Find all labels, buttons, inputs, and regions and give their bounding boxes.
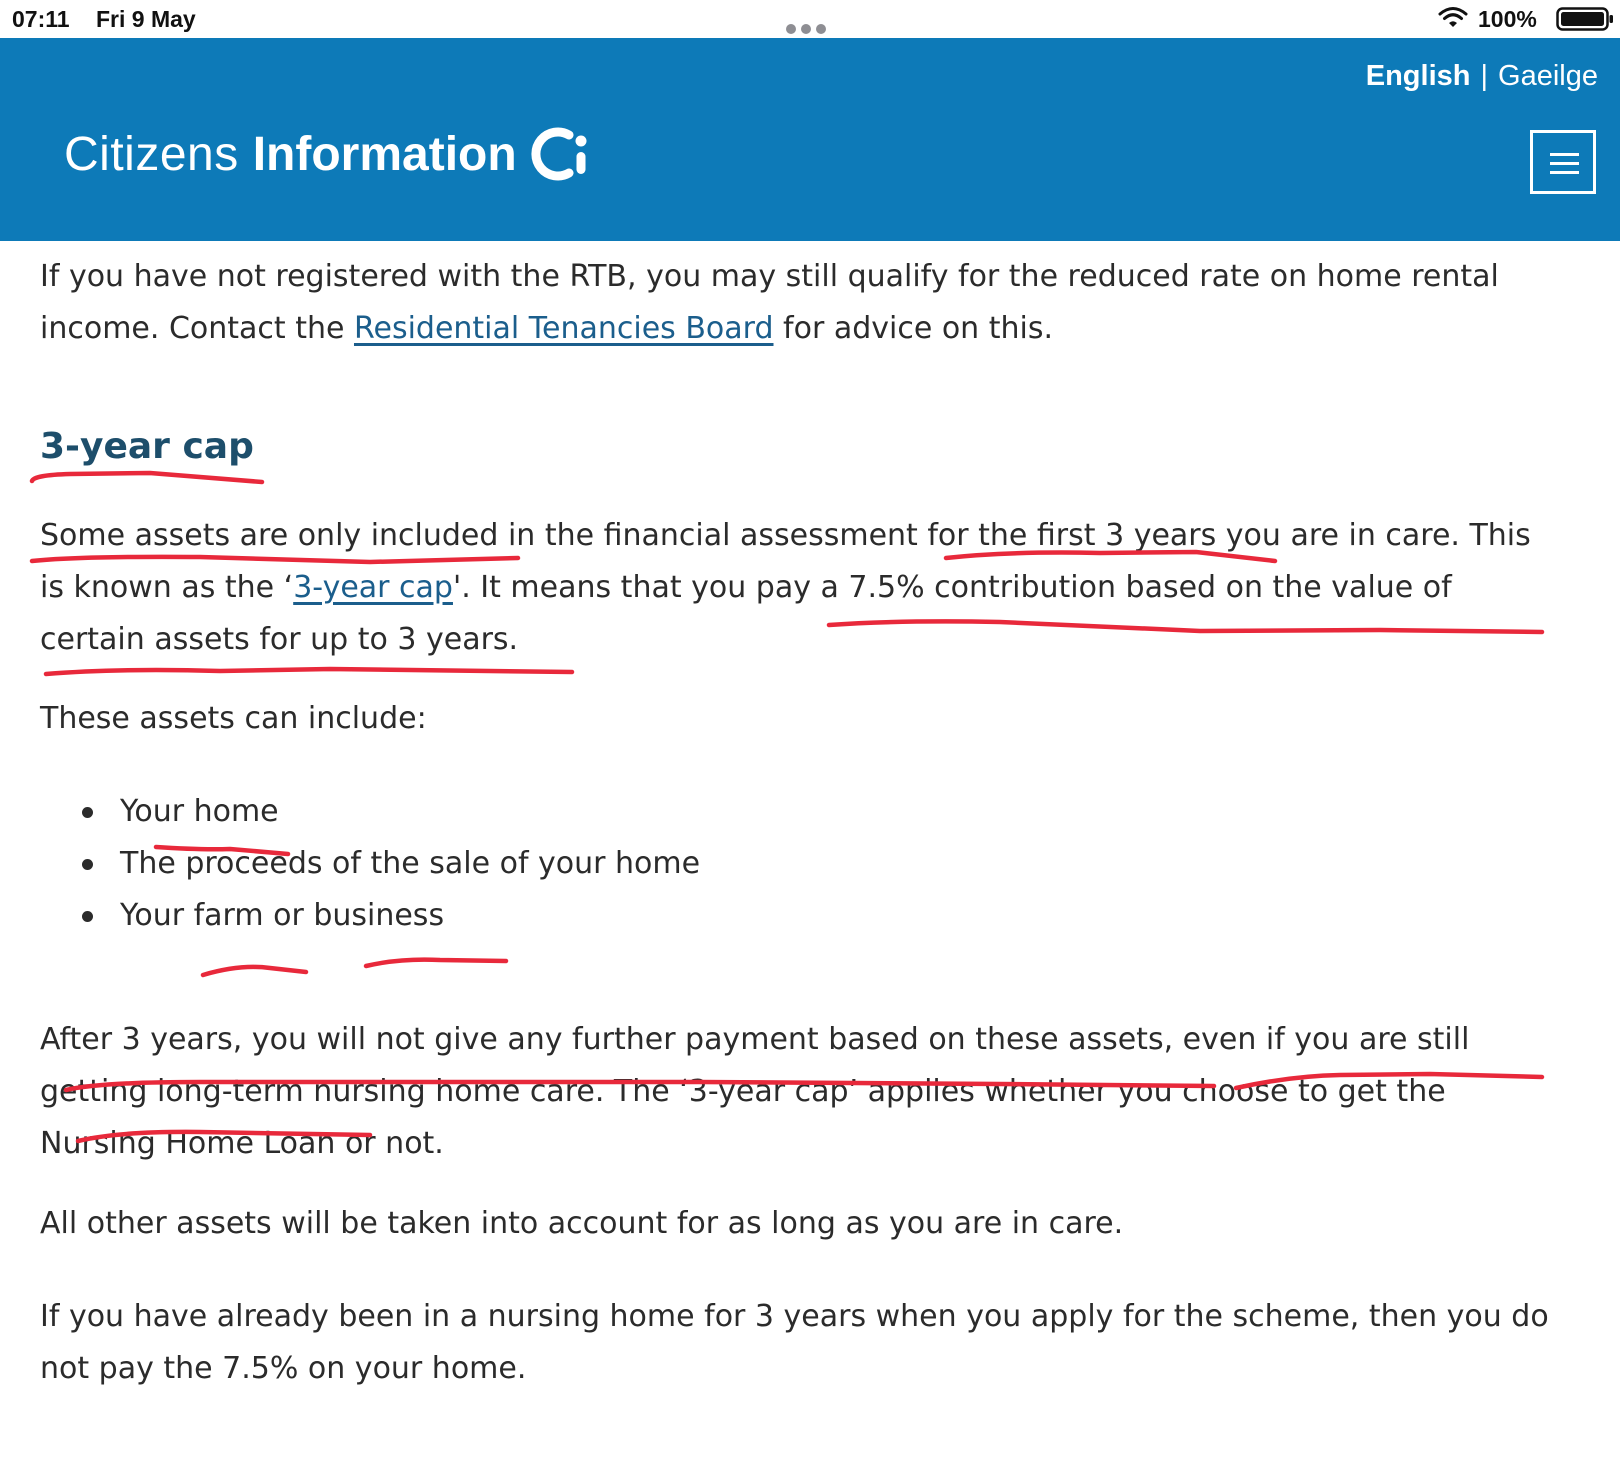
bullet-icon [82, 859, 93, 870]
wifi-icon [1438, 6, 1468, 30]
more-dots-icon[interactable] [786, 13, 834, 25]
assets-list [40, 786, 700, 942]
site-logo[interactable] [64, 114, 591, 194]
section-heading-3-year-cap: 3-year cap [40, 426, 254, 467]
annotation-underline-farm [203, 967, 306, 975]
site-header [0, 38, 1620, 241]
annotation-underline-certain-assets [46, 669, 572, 674]
battery-icon [1556, 6, 1614, 32]
language-gaeilge-link[interactable]: Gaeilge [1498, 60, 1598, 92]
citizens-information-logo-icon [525, 121, 591, 187]
status-date: Fri 9 May [96, 6, 196, 32]
assets-intro: These assets can include: [40, 701, 427, 736]
residential-tenancies-board-link[interactable]: Residential Tenancies Board [353, 311, 774, 346]
bullet-icon [82, 911, 93, 922]
status-time: 07:11 [12, 6, 70, 32]
menu-button[interactable] [1530, 130, 1596, 194]
list-item: Your farm or business [40, 890, 700, 942]
bullet-icon [82, 807, 93, 818]
language-english-link[interactable]: English [1365, 60, 1471, 92]
logo-text-information: Information [252, 127, 517, 181]
3-year-cap-link[interactable]: 3-year cap [293, 570, 453, 605]
battery-percentage: 100% [1478, 6, 1537, 32]
list-item: Your home [40, 786, 700, 838]
already-in-home-paragraph: If you have already been in a nursing home for 3 years when you apply for the scheme, then you do not pay the 7.5% on your home. [40, 1299, 1549, 1386]
hamburger-menu-icon [1550, 153, 1579, 156]
language-switcher [1366, 60, 1598, 93]
other-assets-paragraph: All other assets will be taken into account for as long as you are in care. [40, 1206, 1124, 1241]
status-bar [0, 0, 1620, 38]
language-separator: | [1480, 60, 1489, 92]
rtb-paragraph: If you have not registered with the RTB, you may still qualify for the reduced rate on home rental income. Contact the Residential Tenancies Board for advice on this. [40, 259, 1499, 346]
after-3-years-paragraph: After 3 years, you will not give any further payment based on these assets, even if you are still getting long-term nursing home care. The ‘3-year cap’ applies whether you choose to get the Nursing Home Loan or not. [40, 1022, 1470, 1161]
annotation-underline-business [366, 960, 506, 966]
cap-paragraph: Some assets are only included in the financial assessment for the first 3 years you are in care. This is known as the ‘3-year cap'. It means that you pay a 7.5% contribution based on the value of certain assets for up to 3 years. [40, 518, 1531, 657]
logo-text-citizens: Citizens [64, 127, 239, 181]
list-item: The proceeds of the sale of your home [40, 838, 700, 890]
